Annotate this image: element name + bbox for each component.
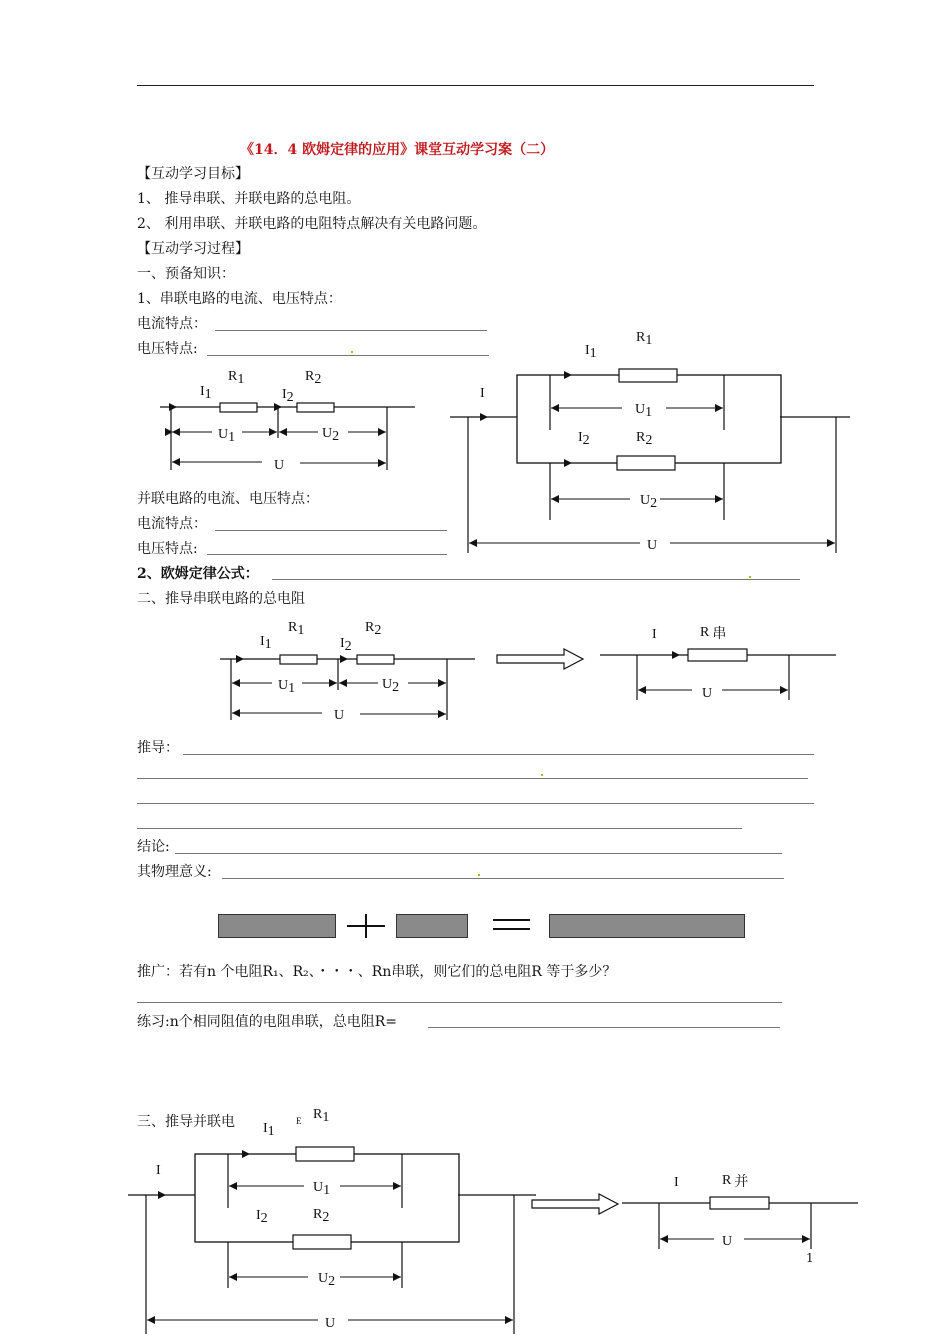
derive-blank-3[interactable] (137, 803, 814, 804)
label-R1: R1 (313, 1107, 330, 1125)
label-R-series: R 串 (700, 625, 727, 642)
derive-blank-4[interactable] (137, 828, 742, 829)
meaning-blank[interactable] (222, 878, 784, 879)
page-number: 1 (806, 1251, 814, 1265)
practice-blank[interactable] (428, 1027, 780, 1028)
parallel-current-label: 电流特点： (137, 516, 207, 532)
generalize-question: 推广：若有n 个电阻R₁、R₂、・・・、Rn串联，则它们的总电阻R 等于多少？ (137, 964, 617, 980)
label-I2: I2 (578, 430, 590, 448)
label-U1: U1 (278, 678, 296, 696)
label-U2: U2 (382, 677, 400, 695)
label-R2: R2 (365, 620, 382, 638)
parallel-circuit-diagram-1 (450, 325, 850, 560)
resistor-block-total (549, 914, 745, 938)
resistor-block-2 (396, 914, 468, 938)
label-U2: U2 (640, 493, 658, 511)
label-I1: I1 (260, 634, 272, 652)
label-R-parallel: R 并 (722, 1173, 749, 1190)
label-U1: U1 (313, 1180, 331, 1198)
goal-item-1: 1、 推导串联、并联电路的总电阻。 (137, 191, 361, 207)
parallel-title: 并联电路的电流、电压特点： (137, 491, 319, 507)
label-R1: R1 (288, 620, 305, 638)
label-U2: U2 (322, 426, 340, 444)
hollow-arrow-icon (496, 648, 586, 670)
label-I: I (480, 386, 485, 401)
label-I1: I1 (200, 384, 212, 402)
series-voltage-blank[interactable] (207, 355, 489, 356)
label-I2: I2 (282, 387, 294, 405)
label-U: U (274, 458, 285, 473)
speck (749, 576, 751, 578)
parallel-equivalent-circuit (622, 1165, 862, 1255)
label-U: U (334, 708, 345, 723)
label-I2: I2 (340, 636, 352, 654)
label-R2: R2 (636, 430, 653, 448)
page-title: 《14．4 欧姆定律的应用》课堂互动学习案（二） (240, 142, 555, 158)
goals-heading: 【互动学习目标】 (137, 166, 249, 182)
header-rule (137, 85, 814, 86)
series-circuit-diagram-1 (160, 360, 420, 475)
ohm-law-label: 2、欧姆定律公式： (137, 566, 259, 582)
series-current-label: 电流特点： (137, 316, 207, 332)
label-I1: I1 (585, 343, 597, 361)
series-voltage-label: 电压特点: (137, 341, 198, 357)
ohm-law-blank[interactable] (272, 579, 800, 580)
section2-heading: 二、推导串联电路的总电阻 (137, 591, 305, 607)
hollow-arrow-icon (531, 1193, 621, 1215)
label-I: I (652, 627, 657, 642)
label-R1: R1 (636, 330, 653, 348)
series-equivalent-circuit (600, 620, 840, 705)
speck (478, 874, 480, 876)
label-U: U (325, 1316, 336, 1331)
label-U: U (647, 538, 658, 553)
conclusion-blank[interactable] (175, 853, 782, 854)
parallel-circuit-diagram-2 (128, 1098, 538, 1338)
label-R2: R2 (313, 1207, 330, 1225)
label-U1: U1 (218, 427, 236, 445)
label-U: U (702, 686, 713, 701)
series-title: 1、串联电路的电流、电压特点： (137, 291, 342, 307)
label-R2: R2 (305, 369, 322, 387)
meaning-label: 其物理意义: (137, 864, 212, 880)
conclusion-label: 结论: (137, 839, 170, 855)
section1-heading: 一、预备知识： (137, 266, 235, 282)
speck (541, 774, 543, 776)
parallel-voltage-label: 电压特点: (137, 541, 198, 557)
goal-item-2: 2、 利用串联、并联电路的电阻特点解决有关电路问题。 (137, 216, 487, 232)
derive-blank-2[interactable] (137, 778, 808, 779)
label-I: I (156, 1163, 161, 1178)
label-U1: U1 (635, 402, 653, 420)
derive-blank-1[interactable] (183, 754, 814, 755)
series-current-blank[interactable] (215, 330, 487, 331)
parallel-current-blank[interactable] (215, 530, 447, 531)
generalize-blank[interactable] (137, 1002, 782, 1003)
label-E: E (296, 1116, 302, 1126)
label-I2: I2 (256, 1208, 268, 1226)
series-circuit-diagram-2 (220, 612, 480, 727)
label-U2: U2 (318, 1271, 336, 1289)
practice-question: 练习:n个相同阻值的电阻串联，总电阻R= (137, 1014, 398, 1030)
label-U: U (722, 1234, 733, 1249)
plus-icon (345, 913, 387, 939)
process-heading: 【互动学习过程】 (137, 241, 249, 257)
equals-icon (492, 916, 532, 934)
derive-label: 推导： (137, 740, 179, 756)
resistor-block-1 (218, 914, 336, 938)
label-I1: I1 (263, 1121, 275, 1139)
label-R1: R1 (228, 369, 245, 387)
section3-heading: 三、推导并联电 (137, 1114, 235, 1130)
speck (351, 351, 353, 353)
parallel-voltage-blank[interactable] (207, 554, 447, 555)
label-I: I (674, 1175, 679, 1190)
